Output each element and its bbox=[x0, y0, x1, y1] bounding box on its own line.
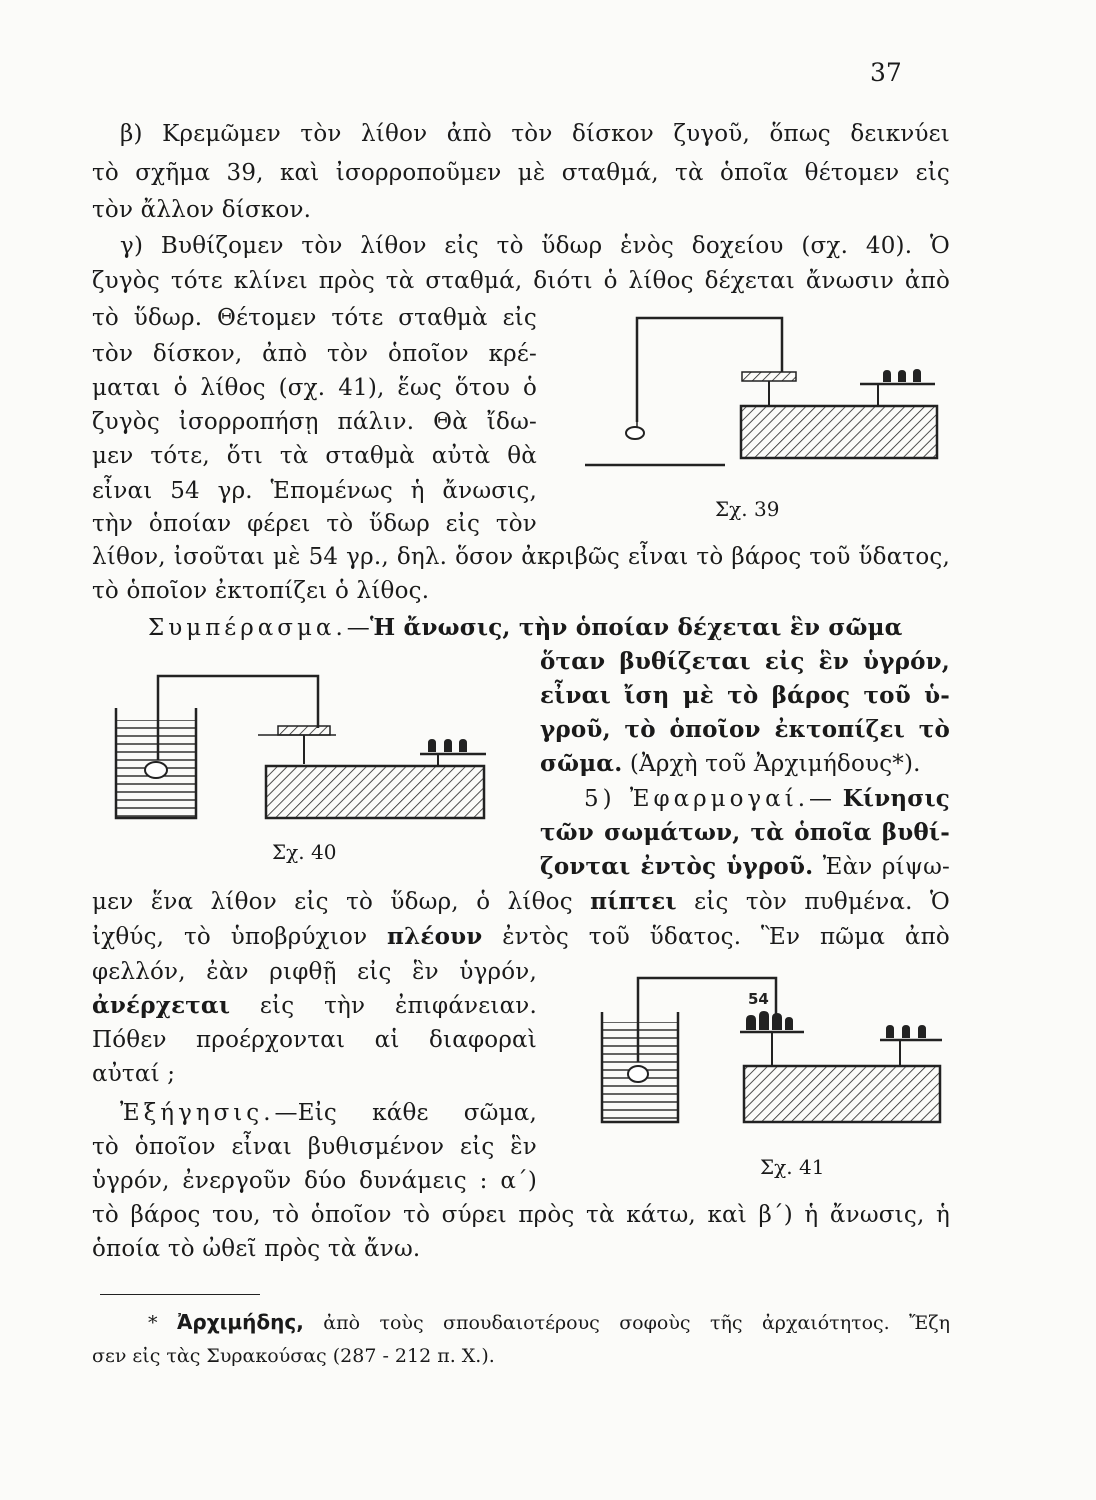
footnote-star: * bbox=[148, 1312, 177, 1334]
text-line: ὑγρόν, ἐνεργοῦν δύο δυνάμεις : α΄) bbox=[92, 1168, 537, 1194]
stone bbox=[145, 762, 167, 778]
figure-caption: Σχ. 41 bbox=[760, 1155, 825, 1179]
text-line: τὸ βάρος του, τὸ ὁποῖον τὸ σύρει πρὸς τὰ κάτω, καὶ β΄) ἡ ἄνωσις, ἡ bbox=[92, 1202, 950, 1228]
text-line: φελλόν, ἐὰν ριφθῇ εἰς ἓν ὑγρόν, bbox=[92, 959, 537, 985]
bold-text: πλέουν bbox=[387, 923, 483, 950]
figure-39 bbox=[585, 310, 945, 470]
stone bbox=[628, 1066, 648, 1082]
text-line bbox=[92, 921, 950, 953]
text-line: Πόθεν προέρχονται αἱ διαφοραὶ bbox=[92, 1027, 537, 1053]
figure-caption: Σχ. 40 bbox=[272, 840, 337, 864]
text-line: λίθον, ἰσοῦται μὲ 54 γρ., δηλ. ὅσον ἀκριβῶς εἶναι τὸ βάρος τοῦ ὕδατος, bbox=[92, 544, 950, 570]
text-line: ζυγὸς τότε κλίνει πρὸς τὰ σταθμά, διότι ὁ λίθος δέχεται ἄνωσιν ἀπὸ bbox=[92, 268, 950, 294]
text-line bbox=[120, 1097, 537, 1129]
weight-label: 54 bbox=[748, 990, 769, 1008]
text-line: μαται ὁ λίθος (σχ. 41), ἕως ὅτου ὁ bbox=[92, 375, 537, 401]
text-line: τὴν ὁποίαν φέρει τὸ ὕδωρ εἰς τὸν bbox=[92, 511, 537, 537]
explanation-label: Ἐξήγησις. bbox=[120, 1100, 275, 1126]
text-line: αὐταί ; bbox=[92, 1061, 176, 1087]
text-line: τὸν δίσκον, ἀπὸ τὸν ὁποῖον κρέ- bbox=[92, 341, 537, 367]
bold-text: σῶμα. bbox=[540, 750, 623, 777]
plain-text: εἰς τὸν πυθμένα. Ὁ bbox=[676, 889, 950, 915]
text-line: τὸ ὁποῖον ἐκτοπίζει ὁ λίθος. bbox=[92, 578, 430, 604]
weights bbox=[883, 369, 921, 382]
text-line: γροῦ, τὸ ὁποῖον ἐκτοπίζει τὸ bbox=[540, 716, 950, 743]
bold-text: ζονται ἐντὸς ὑγροῦ. bbox=[540, 853, 814, 880]
balance-base bbox=[744, 1066, 940, 1122]
footnote-line bbox=[148, 1305, 950, 1340]
balance-pan-left bbox=[742, 372, 796, 381]
plain-text: —Εἰς κάθε σῶμα, bbox=[274, 1100, 537, 1126]
bold-text: πίπτει bbox=[590, 888, 677, 915]
plain-text: (Ἀρχὴ τοῦ Ἀρχιμήδους*). bbox=[622, 751, 921, 777]
balance-base bbox=[741, 406, 937, 458]
dash: — bbox=[809, 786, 833, 812]
text-line: μεν τότε, ὅτι τὰ σταθμὰ αὐτὰ θὰ bbox=[92, 443, 537, 469]
text-line: β) Κρεμῶμεν τὸν λίθον ἀπὸ τὸν δίσκον ζυγοῦ, ὅπως δεικνύει bbox=[120, 121, 950, 147]
dash: — bbox=[346, 615, 370, 641]
stone bbox=[626, 427, 644, 439]
figure-41 bbox=[596, 970, 946, 1130]
text-line: εἶναι ἴση μὲ τὸ βάρος τοῦ ὑ- bbox=[540, 682, 950, 709]
plain-text: μεν ἕνα λίθον εἰς τὸ ὕδωρ, ὁ λίθος bbox=[92, 889, 591, 915]
footnote-name: Ἀρχιμήδης, bbox=[176, 1310, 304, 1334]
page-number: 37 bbox=[870, 58, 902, 87]
conclusion-label: Συμπέρασμα. bbox=[148, 615, 347, 641]
text-line bbox=[92, 886, 950, 918]
text-line bbox=[148, 612, 950, 644]
text-line: ὅταν βυθίζεται εἰς ἓν ὑγρόν, bbox=[540, 648, 950, 675]
figure-40 bbox=[108, 668, 493, 828]
bold-text: Κίνησις bbox=[842, 785, 950, 812]
weights-left bbox=[746, 1011, 793, 1030]
plain-text: ἀπὸ τοὺς σπουδαιοτέρους σοφοὺς τῆς ἀρχαιότητος. Ἔζη bbox=[303, 1312, 950, 1334]
figure-caption: Σχ. 39 bbox=[715, 497, 780, 521]
plain-text: Ἐὰν ρίψω- bbox=[813, 854, 950, 880]
text-line bbox=[584, 783, 950, 815]
bold-text: ἀνέρχεται bbox=[92, 992, 231, 1019]
plain-text: ἐντὸς τοῦ ὕδατος. Ἓν πῶμα ἀπὸ bbox=[482, 924, 950, 950]
plain-text: εἰς τὴν ἐπιφάνειαν. bbox=[230, 993, 537, 1019]
balance-base bbox=[266, 766, 484, 818]
text-line: τὸν ἄλλον δίσκον. bbox=[92, 197, 312, 223]
text-line bbox=[540, 748, 921, 780]
footnote-rule bbox=[100, 1294, 260, 1295]
text-line: γ) Βυθίζομεν τὸν λίθον εἰς τὸ ὕδωρ ἑνὸς δοχείου (σχ. 40). Ὁ bbox=[120, 233, 950, 259]
balance-pan-left bbox=[278, 726, 330, 735]
text-line: ὁποία τὸ ὠθεῖ πρὸς τὰ ἄνω. bbox=[92, 1236, 421, 1262]
text-line bbox=[92, 990, 537, 1022]
text-line: εἶναι 54 γρ. Ἑπομένως ἡ ἄνωσις, bbox=[92, 478, 537, 504]
text-line: τὸ σχῆμα 39, καὶ ἰσορροποῦμεν μὲ σταθμά, τὰ ὁποῖα θέτομεν εἰς bbox=[92, 160, 950, 186]
applications-label: 5) Ἐφαρμογαί. bbox=[584, 786, 810, 812]
text-line: ζυγὸς ἰσορροπήσῃ πάλιν. Θὰ ἴδω- bbox=[92, 409, 537, 435]
weights bbox=[428, 739, 467, 752]
plain-text: ἰχθύς, τὸ ὑποβρύχιον bbox=[92, 924, 388, 950]
text-line: τὸ ὁποῖον εἶναι βυθισμένον εἰς ἓν bbox=[92, 1134, 537, 1160]
weights-right bbox=[886, 1025, 926, 1038]
text-line: τὸ ὕδωρ. Θέτομεν τότε σταθμὰ εἰς bbox=[92, 305, 537, 331]
bold-text: Ἡ ἄνωσις, τὴν ὁποίαν δέχεται ἓν σῶμα bbox=[369, 614, 903, 641]
footnote-line: σεν εἰς τὰς Συρακούσας (287 - 212 π. Χ.). bbox=[92, 1345, 495, 1367]
text-line: τῶν σωμάτων, τὰ ὁποῖα βυθί- bbox=[540, 819, 950, 846]
text-line bbox=[540, 851, 950, 883]
